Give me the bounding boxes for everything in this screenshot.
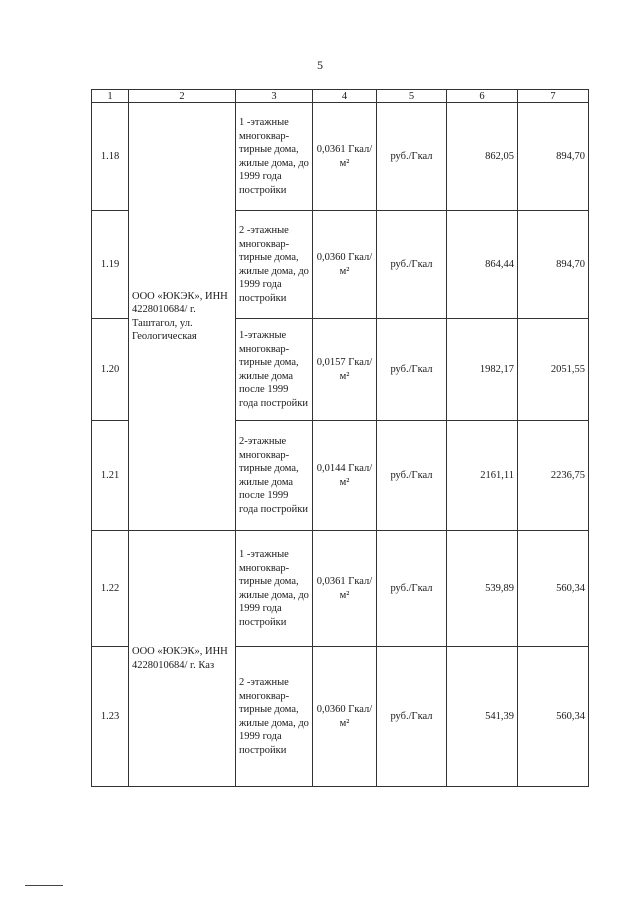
footer-rule bbox=[25, 885, 63, 886]
building-type-cell: 2 -этажные многоквар-тирные дома, жилые дома, до 1999 года постройки bbox=[236, 647, 313, 787]
column-header: 1 bbox=[92, 90, 129, 103]
unit-cell: руб./Гкал bbox=[377, 211, 447, 319]
unit-cell: руб./Гкал bbox=[377, 103, 447, 211]
building-type-cell: 2 -этажные многоквар-тирные дома, жилые дома, до 1999 года постройки bbox=[236, 211, 313, 319]
organization-cell: ООО «ЮКЭК», ИНН 4228010684/ г. Таштагол, ул. Геологическая bbox=[129, 103, 236, 531]
building-type-cell: 1 -этажные многоквар-тирные дома, жилые дома, до 1999 года постройки bbox=[236, 531, 313, 647]
value-col6-cell: 539,89 bbox=[447, 531, 518, 647]
norm-cell: 0,0360 Гкал/м² bbox=[313, 211, 377, 319]
norm-cell: 0,0361 Гкал/м² bbox=[313, 531, 377, 647]
organization-cell: ООО «ЮКЭК», ИНН 4228010684/ г. Каз bbox=[129, 531, 236, 787]
column-header: 2 bbox=[129, 90, 236, 103]
value-col6-cell: 864,44 bbox=[447, 211, 518, 319]
value-col7-cell: 560,34 bbox=[518, 647, 589, 787]
unit-cell: руб./Гкал bbox=[377, 421, 447, 531]
row-number: 1.21 bbox=[92, 421, 129, 531]
row-number: 1.19 bbox=[92, 211, 129, 319]
building-type-cell: 1 -этажные многоквар-тирные дома, жилые дома, до 1999 года постройки bbox=[236, 103, 313, 211]
norm-cell: 0,0144 Гкал/м² bbox=[313, 421, 377, 531]
norm-cell: 0,0361 Гкал/м² bbox=[313, 103, 377, 211]
value-col7-cell: 560,34 bbox=[518, 531, 589, 647]
row-number: 1.20 bbox=[92, 319, 129, 421]
value-col7-cell: 2236,75 bbox=[518, 421, 589, 531]
table-row bbox=[92, 531, 589, 647]
page-number: 5 bbox=[317, 58, 323, 72]
value-col6-cell: 862,05 bbox=[447, 103, 518, 211]
tariff-table bbox=[91, 89, 589, 787]
value-col6-cell: 2161,11 bbox=[447, 421, 518, 531]
building-type-cell: 2-этажные многоквар-тирные дома, жилые дома после 1999 года постройки bbox=[236, 421, 313, 531]
unit-cell: руб./Гкал bbox=[377, 647, 447, 787]
column-header: 7 bbox=[518, 90, 589, 103]
building-type-cell: 1-этажные многоквар-тирные дома, жилые дома после 1999 года постройки bbox=[236, 319, 313, 421]
table-row bbox=[92, 103, 589, 211]
column-header: 3 bbox=[236, 90, 313, 103]
row-number: 1.22 bbox=[92, 531, 129, 647]
row-number: 1.23 bbox=[92, 647, 129, 787]
norm-cell: 0,0157 Гкал/м² bbox=[313, 319, 377, 421]
unit-cell: руб./Гкал bbox=[377, 531, 447, 647]
unit-cell: руб./Гкал bbox=[377, 319, 447, 421]
value-col6-cell: 541,39 bbox=[447, 647, 518, 787]
value-col7-cell: 894,70 bbox=[518, 211, 589, 319]
table-header-row bbox=[92, 90, 589, 103]
row-number: 1.18 bbox=[92, 103, 129, 211]
column-header: 5 bbox=[377, 90, 447, 103]
column-header: 6 bbox=[447, 90, 518, 103]
value-col6-cell: 1982,17 bbox=[447, 319, 518, 421]
value-col7-cell: 2051,55 bbox=[518, 319, 589, 421]
value-col7-cell: 894,70 bbox=[518, 103, 589, 211]
column-header: 4 bbox=[313, 90, 377, 103]
norm-cell: 0,0360 Гкал/м² bbox=[313, 647, 377, 787]
